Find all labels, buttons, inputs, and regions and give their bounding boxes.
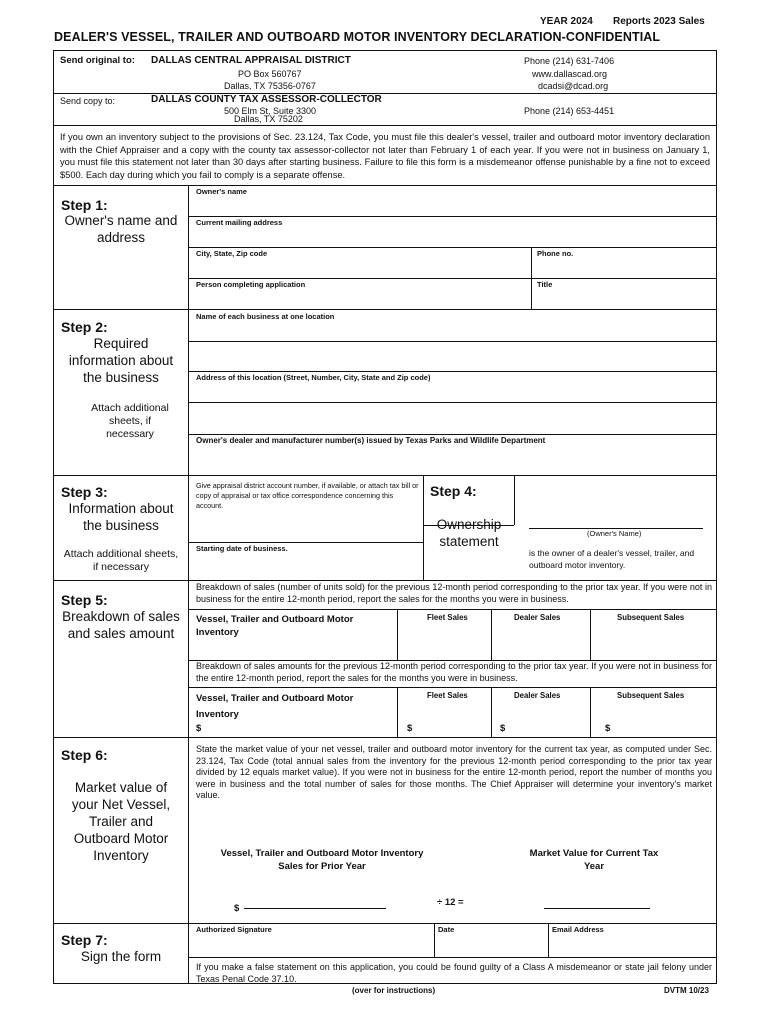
phone-label: Phone no. <box>537 249 574 258</box>
send-copy-addr1: 500 Elm St, Suite 3300 <box>224 106 317 116</box>
step5-title: Breakdown of sales and sales amount <box>62 609 180 641</box>
market-value-text: State the market value of your net vessel, trailer and outboard motor inventory for the current tax year, as computed under Sec. 23.124, Tax Code (total annual sales from the inventory for the previous 12-month period corresponding to the prior tax year divided by 12 equals market value). If you were not in business for the entire 12-month period, report the number of months you were in business and the total number of sales for those months. The Chief Appraiser will determine your inventory's market value. <box>196 744 712 800</box>
amounts-subsequent-header: Subsequent Sales <box>617 691 685 700</box>
step2-heading: Step 2: <box>61 319 108 335</box>
units-dealer-field[interactable] <box>494 625 587 657</box>
amounts-dealer-dollar: $ <box>500 723 506 734</box>
market-value-label: Market Value for Current Tax Year <box>529 848 659 872</box>
person-completing-field[interactable] <box>192 290 527 308</box>
step7-heading: Step 7: <box>61 932 108 948</box>
send-copy-addr2: Dallas, TX 75202 <box>234 114 303 124</box>
mailing-address-field[interactable] <box>192 228 712 246</box>
email-label: Email Address <box>552 925 604 934</box>
amounts-breakdown-text: Breakdown of sales amounts for the previous 12-month period corresponding to the prior tax year. If you were not in business for the entire 12-month period, report the sales for the months you were in business. <box>196 661 712 683</box>
location-address-field[interactable] <box>192 383 712 401</box>
send-original-name: DALLAS CENTRAL APPRAISAL DISTRICT <box>151 55 351 66</box>
step6-title: Market value of your Net Vessel, Trailer and Outboard Motor Inventory <box>71 780 171 863</box>
starting-date-label: Starting date of business. <box>196 544 288 553</box>
amounts-dealer-header: Dealer Sales <box>514 691 561 700</box>
amounts-row-dollar: $ <box>196 723 202 734</box>
step3-heading: Step 3: <box>61 484 108 500</box>
business-names-field-2[interactable] <box>192 344 712 368</box>
step7-title: Sign the form <box>80 949 162 964</box>
ownership-statement-text: is the owner of a dealer's vessel, trailer, and outboard motor inventory. <box>529 548 695 570</box>
step2-title: Required information about the business <box>68 336 174 385</box>
dealer-number-field[interactable] <box>192 447 712 471</box>
business-names-field[interactable] <box>192 322 712 340</box>
amounts-subsequent-field[interactable] <box>612 719 712 735</box>
step5-heading: Step 5: <box>61 592 108 608</box>
send-copy-phone: Phone (214) 653-4451 <box>524 106 615 116</box>
mailing-address-label: Current mailing address <box>196 218 283 227</box>
intro-paragraph: If you own an inventory subject to the provisions of Sec. 23.124, Tax Code, you must file this dealer's vessel, trailer and outboard motor inventory declaration with the Chief Appraiser and a copy with the county tax assessor-collector not later than February 1 of each year. If you were not in business on January 1, you must file this statement not later than 30 days after starting business. Failure to file this form is a misdemeanor offense punishable by a fine not to exceed $500. Each day during which you fail to comply is a separate offense. <box>60 132 710 180</box>
prior-year-sales-field[interactable] <box>244 891 386 907</box>
step6-heading: Step 6: <box>61 747 108 763</box>
step3-title: Information about the business <box>68 501 174 533</box>
city-state-zip-label: City, State, Zip code <box>196 249 268 258</box>
send-original-website: www.dallascad.org <box>532 69 608 79</box>
send-copy-label: Send copy to: <box>60 96 116 106</box>
phone-field[interactable] <box>535 259 711 277</box>
amounts-fleet-dollar: $ <box>407 723 413 734</box>
units-breakdown-text: Breakdown of sales (number of units sold) for the previous 12-month period corresponding to the prior tax year. If you were not in business for the entire 12-month period, report the sales for the months you were in business. <box>196 582 712 604</box>
date-field[interactable] <box>438 935 544 955</box>
step1-heading: Step 1: <box>61 197 108 213</box>
units-fleet-field[interactable] <box>400 625 488 657</box>
amounts-fleet-header: Fleet Sales <box>427 691 468 700</box>
amounts-dealer-field[interactable] <box>507 719 587 735</box>
title-label: Title <box>537 280 553 289</box>
owner-name-statement-field[interactable] <box>529 505 703 527</box>
owner-name-statement-label: (Owner's Name) <box>587 529 642 538</box>
divide-by-twelve: ÷ 12 = <box>437 897 464 908</box>
owner-name-label: Owner's name <box>196 187 247 196</box>
prior-year-dollar: $ <box>234 903 240 914</box>
business-names-label: Name of each business at one location <box>196 312 335 321</box>
units-subsequent-field[interactable] <box>593 625 713 657</box>
send-original-phone: Phone (214) 631-7406 <box>524 56 615 66</box>
step2-attach-note: Attach additional sheets, if necessary <box>91 402 169 440</box>
city-state-zip-field[interactable] <box>192 259 527 277</box>
declaration-form <box>53 50 717 984</box>
units-subsequent-header: Subsequent Sales <box>617 613 685 622</box>
location-address-label: Address of this location (Street, Number, City, State and Zip code) <box>196 373 431 382</box>
owner-name-field[interactable] <box>192 197 712 215</box>
amounts-fleet-field[interactable] <box>414 719 488 735</box>
amounts-subsequent-dollar: $ <box>605 723 611 734</box>
amounts-row-label: Vessel, Trailer and Outboard Motor Inventory <box>196 693 354 720</box>
year-label: YEAR 2024 <box>540 16 593 27</box>
send-original-label: Send original to: <box>60 55 135 66</box>
signature-field[interactable] <box>192 935 432 955</box>
title-field[interactable] <box>535 290 711 308</box>
send-original-addr1: PO Box 560767 <box>238 69 302 79</box>
over-for-instructions: (over for instructions) <box>352 986 436 995</box>
starting-date-field[interactable] <box>192 554 422 578</box>
form-code: DVTM 10/23 <box>664 986 709 995</box>
send-copy-name: DALLAS COUNTY TAX ASSESSOR-COLLECTOR <box>151 94 382 105</box>
form-title: DEALER'S VESSEL, TRAILER AND OUTBOARD MOTOR INVENTORY DECLARATION-CONFIDENTIAL <box>54 30 661 44</box>
units-fleet-header: Fleet Sales <box>427 613 468 622</box>
send-original-email: dcadsi@dcad.org <box>538 81 609 91</box>
signature-label: Authorized Signature <box>196 925 272 934</box>
email-field[interactable] <box>552 935 712 955</box>
prior-year-sales-label: Vessel, Trailer and Outboard Motor Inventory Sales for Prior Year <box>220 848 424 872</box>
step3-attach-note: Attach additional sheets, if necessary <box>63 548 179 573</box>
false-statement-warning: If you make a false statement on this application, you could be found guilty of a Class A misdemeanor or state jail felony under Texas Penal Code 37.10. <box>196 962 712 984</box>
step1-title: Owner's name and address <box>64 213 178 245</box>
dealer-number-label: Owner's dealer and manufacturer number(s) issued by Texas Parks and Wildlife Department <box>196 436 546 445</box>
reports-label: Reports 2023 Sales <box>613 16 705 27</box>
location-address-field-2[interactable] <box>192 405 712 431</box>
person-completing-label: Person completing application <box>196 280 306 289</box>
units-row-label: Vessel, Trailer and Outboard Motor Inventory <box>196 614 354 638</box>
market-value-field[interactable] <box>544 891 650 907</box>
step4-heading: Step 4: <box>430 483 477 499</box>
units-dealer-header: Dealer Sales <box>514 613 561 622</box>
date-label: Date <box>438 925 455 934</box>
send-original-addr2: Dallas, TX 75356-0767 <box>224 81 316 91</box>
account-number-label: Give appraisal district account number, if available, or attach tax bill or copy of appraisal or tax office correspondence concerning this account. <box>196 481 419 510</box>
step4-title: Ownership statement <box>436 517 502 549</box>
account-number-field[interactable] <box>192 513 422 539</box>
